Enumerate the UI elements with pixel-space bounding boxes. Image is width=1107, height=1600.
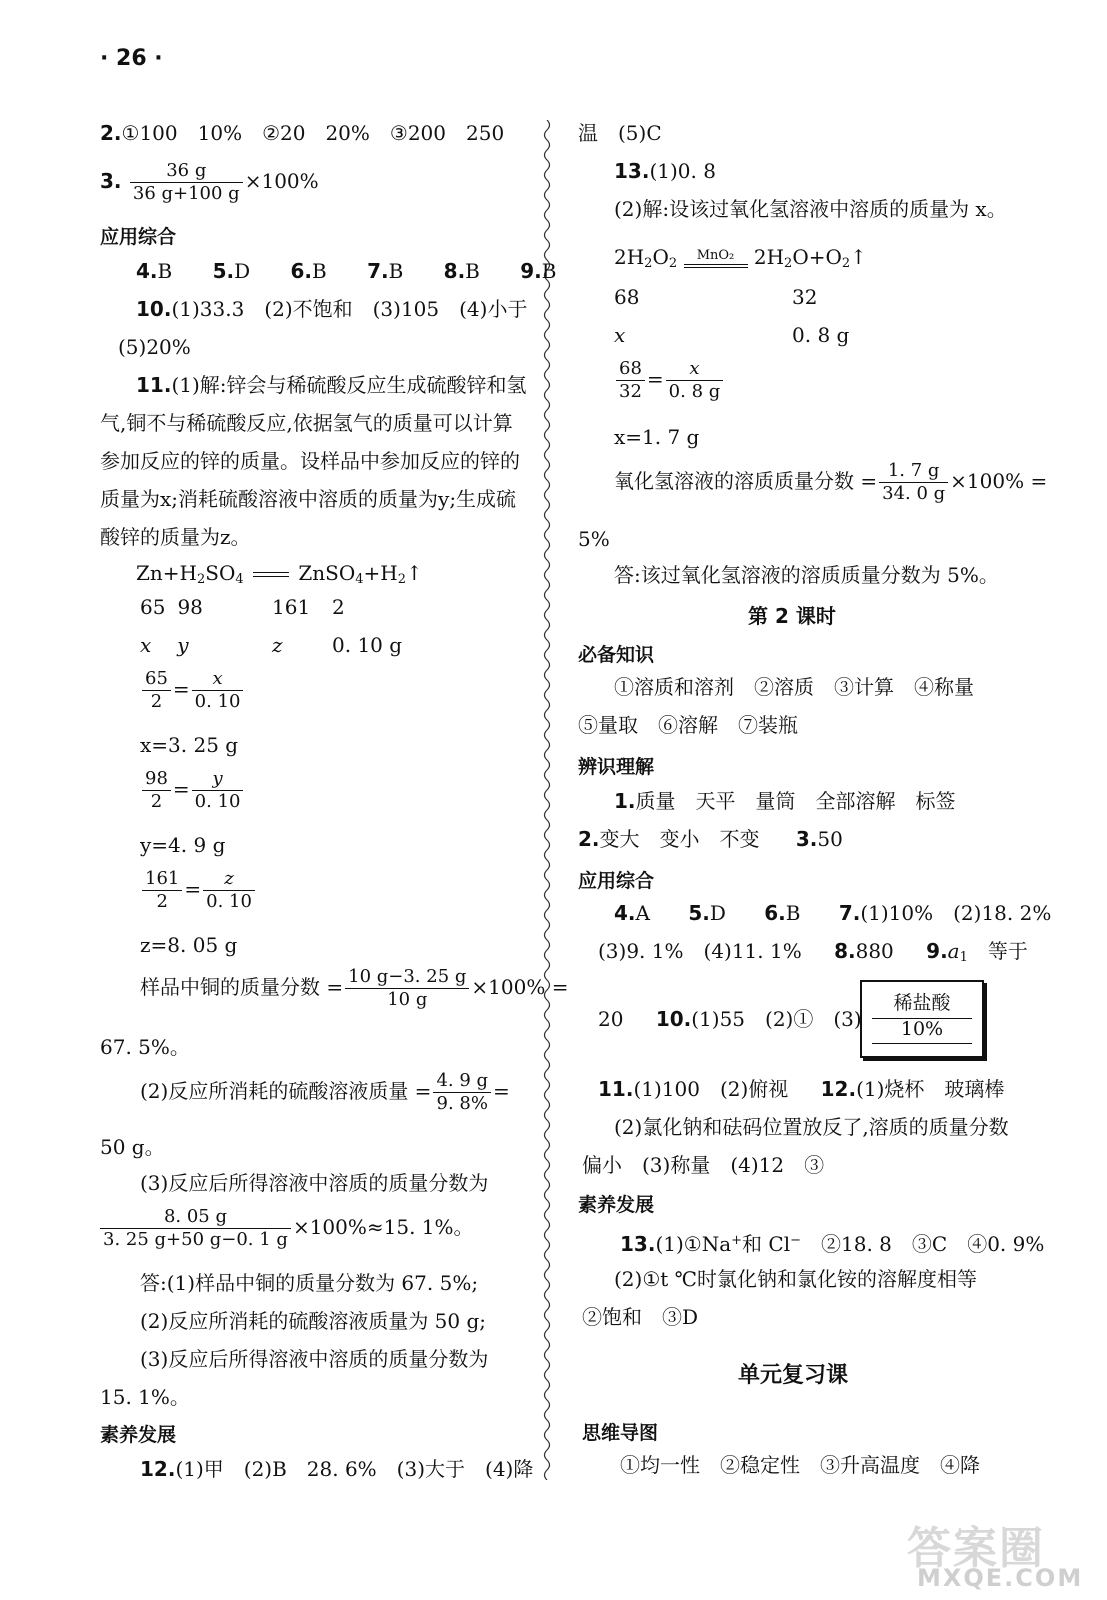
left-line-2: 3. $\frac{36 g}{36 g+100 g}$ ×100%: [100, 160, 319, 204]
left-p11-l2: 气,铜不与稀硫酸反应,依据氢气的质量可以计算: [100, 411, 513, 435]
left-p11-l5: 酸锌的质量为z。: [100, 525, 251, 549]
mind-map-line: ①均一性 ②稳定性 ③升高温度 ④降: [620, 1453, 980, 1477]
equals-bar: [253, 572, 289, 577]
knowledge-1: ①溶质和溶剂 ②溶质 ③计算 ④称量: [614, 675, 974, 699]
heading-suyang-left: 素养发展: [100, 1424, 177, 1446]
copper-result: 67. 5%。: [100, 1035, 190, 1059]
left-line-12: 12.(1)甲 (2)B 28. 6% (3)大于 (4)降: [140, 1457, 534, 1481]
label-name: 稀盐酸: [872, 988, 972, 1019]
answer-3: (3)反应后所得溶液中溶质的质量分数为: [140, 1347, 489, 1371]
unit-review-title: 单元复习课: [738, 1363, 849, 1388]
acid-mass-result: 50 g。: [100, 1135, 165, 1159]
right-answers-11-12: 11.(1)100 (2)俯视 12.(1)烧杯 玻璃棒: [598, 1077, 1005, 1101]
mass-fraction: 氧化氢溶液的溶质质量分数 = $\frac{1. 7 g}{34. 0 g}$ ×100% =: [614, 460, 1048, 504]
heading-suyang-right: 素养发展: [578, 1194, 655, 1216]
right-answer-13b: (2)①t ℃时氯化钠和氯化铵的溶解度相等: [614, 1267, 978, 1291]
copper-fraction: 样品中铜的质量分数 = $\frac{10 g-3. 25 g}{10 g}$ ×100% =: [140, 966, 569, 1010]
understand-2: 2.变大 变小 不变 3.50: [578, 827, 843, 851]
ratio-zn: $\frac{65}{2}$ = $\frac{x}{0. 10}$: [140, 668, 245, 713]
h2o2-equation: $2H_2O_2$ MnO₂ $2H_2O+O_2↑$: [614, 245, 867, 271]
watermark-logo: 答案圈 MXQE.COM: [907, 1523, 1084, 1592]
right-result: x=1. 7 g: [614, 425, 700, 449]
heading-mind-map: 思维导图: [582, 1422, 659, 1444]
ratio-znso4: $\frac{161}{2}$ = $\frac{z}{0. 10}$: [140, 868, 257, 913]
acid-mass: (2)反应所消耗的硫酸溶液质量 = $\frac{4. 9 g}{9. 8\%}$ =: [140, 1070, 510, 1114]
answer-3b: 15. 1%。: [100, 1385, 190, 1409]
heading-apply-right: 应用综合: [578, 870, 655, 892]
lesson-2-title: 第 2 课时: [748, 604, 836, 628]
understand-1: 1.质量 天平 量筒 全部溶解 标签: [614, 789, 956, 813]
right-answer-10: 20 10.(1)55 (2)① (3): [598, 1007, 862, 1031]
molar-mass-row: 65 98 161 2: [140, 595, 345, 619]
answer-2: (2)反应所消耗的硫酸溶液质量为 50 g;: [140, 1309, 487, 1333]
heading-bibei: 必备知识: [578, 644, 655, 666]
knowledge-2: ⑤量取 ⑥溶解 ⑦装瓶: [578, 713, 798, 737]
reagent-label-box: [860, 980, 984, 1058]
label-concentration: 10%: [872, 1018, 972, 1044]
answer-1: 答:(1)样品中铜的质量分数为 67. 5%;: [140, 1271, 479, 1295]
right-line-13: 13.(1)0. 8: [614, 159, 716, 183]
right-line-12b: (2)氯化钠和砝码位置放反了,溶质的质量分数: [614, 1115, 1009, 1139]
heading-bianshi: 辨识理解: [578, 756, 655, 778]
left-p11-l4: 质量为x;消耗硫酸溶液中溶质的质量为y;生成硫: [100, 487, 517, 511]
q3-text: (3)反应后所得溶液中溶质的质量分数为: [140, 1171, 489, 1195]
right-answer: 答:该过氧化氢溶液的溶质质量分数为 5%。: [614, 563, 999, 587]
right-answer-13: 13.(1)①Na+和 Cl− ②18. 8 ③C ④0. 9%: [620, 1232, 1045, 1256]
result-y: y=4. 9 g: [140, 833, 226, 857]
ratio-h2so4: $\frac{98}{2}$ = $\frac{y}{0. 10}$: [140, 768, 245, 813]
variable-row: x y z 0. 10 g: [140, 633, 403, 657]
left-answers-4-9: 4.B 5.D 6.B 7.B 8.B 9.B: [136, 259, 557, 283]
heading-apply-left: 应用综合: [100, 226, 177, 248]
right-line-0: 温 (5)C: [578, 121, 662, 145]
right-mass-row: 68 32: [614, 285, 818, 309]
catalyst-arrow: MnO₂: [684, 250, 748, 268]
left-line-10b: (5)20%: [118, 335, 191, 359]
left-line-1: 2.①100 10% ②20 20% ③200 250: [100, 121, 505, 145]
mass-fraction-result: 5%: [578, 527, 610, 551]
right-variable-row: x 0. 8 g: [614, 323, 850, 347]
result-x: x=3. 25 g: [140, 733, 239, 757]
page-number: · 26 ·: [100, 46, 163, 71]
column-divider: [540, 120, 554, 1480]
right-line-12c: 偏小 (3)称量 (4)12 ③: [582, 1153, 825, 1177]
right-line-13b: (2)解:设该过氧化氢溶液中溶质的质量为 x。: [614, 197, 1007, 221]
right-answer-13c: ②饱和 ③D: [582, 1305, 699, 1329]
right-answers-4-7: 4.A 5.D 6.B 7.(1)10% (2)18. 2%: [614, 901, 1052, 925]
left-p11-l3: 参加反应的锌的质量。设样品中参加反应的锌的: [100, 449, 520, 473]
right-answers-8-9: (3)9. 1% (4)11. 1% 8.880 $9.a_1$ 等于: [598, 939, 1028, 965]
q3-fraction: $\frac{8. 05 g}{3. 25 g+50 g-0. 1 g}$ ×100%≈15. 1%。: [100, 1206, 474, 1251]
right-ratio: $\frac{68}{32}$ = $\frac{x}{0. 8 g}$: [614, 358, 725, 403]
result-z: z=8. 05 g: [140, 933, 238, 957]
left-line-10: 10.(1)33.3 (2)不饱和 (3)105 (4)小于: [136, 297, 528, 321]
left-p11-l1: 11.(1)解:锌会与稀硫酸反应生成硫酸锌和氢: [136, 373, 527, 397]
fraction: $\frac{36 g}{36 g+100 g}$: [130, 160, 243, 205]
zinc-equation: $Zn+H_2SO_4$ $ZnSO_4+H_2↑$: [136, 561, 423, 587]
